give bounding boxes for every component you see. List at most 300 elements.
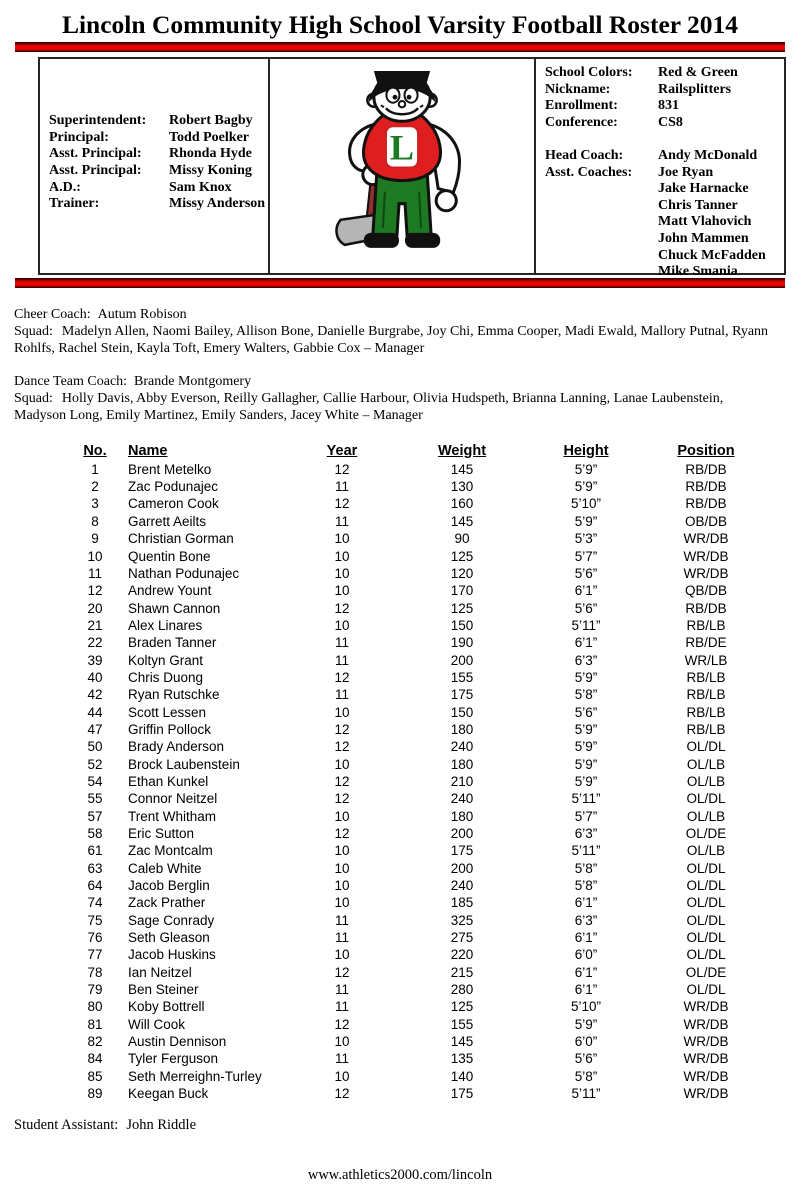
cell-name: Shawn Cannon — [128, 600, 221, 616]
school-list — [545, 65, 782, 131]
admin-list — [40, 113, 268, 219]
cell-weight: 160 — [450, 496, 474, 512]
mascot-head — [367, 71, 436, 121]
roster-table — [64, 442, 780, 1103]
cell-year: 11 — [334, 687, 349, 703]
table-row — [64, 981, 780, 998]
cell-height: 5’9” — [574, 461, 598, 477]
column-header-no: No. — [83, 442, 107, 459]
cell-weight: 170 — [450, 583, 474, 599]
table-row — [64, 738, 780, 755]
cell-position: RB/DE — [685, 635, 727, 651]
school-row — [545, 82, 782, 99]
cell-no: 89 — [87, 1086, 103, 1102]
coach-label: Asst. Coaches: — [545, 164, 633, 180]
dance-coach-name: Brande Montgomery — [134, 374, 252, 390]
cell-height: 5’9” — [574, 773, 598, 789]
cell-year: 11 — [334, 999, 349, 1015]
cell-name: Connor Neitzel — [128, 791, 218, 807]
coach-label — [545, 198, 658, 215]
cell-no: 11 — [87, 565, 102, 581]
cell-year: 10 — [334, 878, 350, 894]
cell-year: 12 — [334, 791, 350, 807]
cell-position: OL/DL — [686, 739, 726, 755]
cell-height: 5’11” — [571, 843, 601, 859]
cell-year: 12 — [334, 1086, 350, 1102]
table-row — [64, 790, 780, 807]
cell-name: Brent Metelko — [128, 461, 212, 477]
coach-value: John Mammen — [658, 230, 749, 246]
railsplitter-mascot-image — [326, 63, 478, 269]
cell-height: 6’1” — [574, 635, 598, 651]
cell-height: 6’3” — [574, 826, 598, 841]
cell-height: 5’8” — [574, 878, 598, 894]
cell-year: 10 — [334, 895, 350, 911]
coach-label — [545, 248, 658, 265]
cell-year: 11 — [334, 912, 349, 928]
cell-name: Caleb White — [128, 860, 202, 876]
cell-weight: 200 — [450, 860, 474, 876]
cell-year: 10 — [334, 704, 350, 720]
table-row — [64, 461, 780, 478]
cell-weight: 140 — [450, 1068, 474, 1084]
table-row — [64, 704, 780, 721]
table-row — [64, 860, 780, 877]
cell-year: 11 — [334, 513, 349, 529]
cell-weight: 145 — [450, 461, 474, 477]
cell-no: 42 — [87, 687, 103, 703]
table-row — [64, 495, 780, 512]
cheer-coach-name: Autum Robison — [97, 307, 187, 322]
table-row — [64, 773, 780, 790]
cell-name: Zack Prather — [128, 895, 206, 911]
coach-row — [545, 181, 782, 198]
mascot-letter: L — [389, 127, 415, 168]
cell-position: OL/DL — [686, 947, 726, 963]
cell-weight: 155 — [450, 669, 474, 685]
cheer-coach-label: Cheer Coach: — [14, 307, 91, 322]
cell-position: RB/DB — [685, 461, 727, 477]
cell-name: Zac Podunajec — [128, 479, 219, 495]
cell-year: 12 — [334, 964, 350, 980]
cell-position: OL/DL — [686, 912, 726, 928]
table-row — [64, 565, 780, 582]
cell-height: 5’9” — [574, 669, 598, 685]
cell-position: OL/DL — [686, 860, 726, 876]
cell-height: 6’1” — [574, 982, 598, 998]
cell-name: Alex Linares — [128, 617, 203, 633]
cell-name: Christian Gorman — [128, 531, 234, 547]
mascot-shoe-left — [364, 233, 399, 248]
table-row — [64, 946, 780, 963]
cell-year: 11 — [334, 479, 349, 495]
red-divider-top — [15, 42, 785, 52]
cell-year: 12 — [334, 669, 350, 685]
cell-no: 47 — [87, 721, 103, 737]
cell-weight: 90 — [454, 531, 470, 547]
admin-label: Superintendent: — [49, 113, 147, 129]
table-row — [64, 929, 780, 946]
mascot-panel — [270, 59, 536, 273]
table-row — [64, 1033, 780, 1050]
admin-label: Trainer: — [49, 196, 100, 212]
table-row — [64, 600, 780, 617]
table-row — [64, 548, 780, 565]
cell-year: 12 — [334, 826, 350, 841]
cell-weight: 240 — [450, 739, 474, 755]
cell-position: WR/DB — [683, 999, 729, 1015]
cheer-coach-line — [14, 307, 774, 324]
coach-value: Chris Tanner — [658, 197, 738, 213]
cell-year: 11 — [334, 1051, 349, 1067]
cell-weight: 210 — [450, 773, 474, 789]
cell-position: OL/LB — [686, 773, 726, 789]
cell-year: 10 — [334, 617, 350, 633]
cell-name: Ian Neitzel — [128, 964, 192, 980]
admin-label: Asst. Principal: — [49, 163, 142, 178]
cell-year: 10 — [334, 860, 350, 876]
cell-year: 11 — [334, 635, 349, 651]
cell-name: Garrett Aeilts — [128, 513, 207, 529]
mascot-letter-patch — [386, 126, 418, 167]
coach-value: Andy McDonald — [658, 147, 758, 163]
cell-position: OL/DL — [686, 930, 726, 946]
table-row — [64, 1050, 780, 1067]
cell-name: Tyler Ferguson — [128, 1051, 219, 1067]
coach-row — [545, 165, 782, 182]
table-row — [64, 513, 780, 530]
cell-weight: 215 — [450, 964, 474, 980]
dance-squad-label: Squad: — [14, 391, 53, 407]
school-row — [545, 65, 782, 82]
cell-no: 20 — [87, 600, 103, 616]
table-row — [64, 1016, 780, 1033]
admin-row — [49, 180, 268, 197]
cell-no: 39 — [87, 652, 103, 668]
table-row — [64, 617, 780, 634]
school-label: Enrollment: — [545, 98, 618, 114]
admin-value: Robert Bagby — [169, 113, 253, 129]
cell-height: 6’3” — [574, 652, 598, 668]
cell-weight: 135 — [450, 1051, 474, 1067]
school-label: Conference: — [545, 114, 618, 130]
cell-name: Seth Merreighn-Turley — [128, 1068, 262, 1084]
roster-header-row — [64, 442, 780, 461]
column-header-position: Position — [677, 442, 735, 459]
cell-no: 3 — [91, 496, 99, 512]
cell-no: 76 — [87, 930, 103, 946]
cell-no: 52 — [87, 756, 103, 772]
admin-value: Missy Koning — [169, 163, 252, 178]
cell-name: Koby Bottrell — [128, 999, 205, 1015]
school-value: Railsplitters — [658, 81, 732, 97]
cell-height: 5’8” — [574, 1068, 598, 1084]
cheer-squad-line — [14, 324, 774, 358]
table-row — [64, 478, 780, 495]
cell-height: 6’0” — [574, 1034, 598, 1050]
coach-label — [545, 181, 658, 198]
column-header-weight: Weight — [437, 442, 487, 459]
cell-height: 5’11” — [571, 1086, 601, 1102]
cell-no: 63 — [87, 860, 103, 876]
coach-row — [545, 248, 782, 265]
cell-height: 5’7” — [574, 808, 598, 824]
cell-no: 82 — [87, 1034, 103, 1050]
coach-row — [545, 231, 782, 248]
cell-weight: 220 — [450, 947, 474, 963]
cell-height: 5’7” — [574, 548, 598, 564]
coach-label: Head Coach: — [545, 147, 624, 163]
cell-weight: 145 — [450, 513, 474, 529]
table-row — [64, 756, 780, 773]
cell-no: 40 — [87, 669, 103, 685]
cell-name: Sage Conrady — [128, 912, 215, 928]
cell-year: 12 — [334, 1016, 350, 1032]
cell-position: OL/DL — [686, 895, 726, 911]
cell-year: 10 — [334, 808, 350, 824]
cell-position: OL/DL — [686, 878, 726, 894]
admin-value: Missy Anderson — [169, 196, 266, 212]
cell-position: QB/DB — [684, 583, 727, 599]
cell-no: 44 — [87, 704, 103, 720]
admin-row — [49, 113, 268, 130]
cell-name: Brock Laubenstein — [128, 756, 240, 772]
cell-weight: 175 — [450, 1086, 474, 1102]
coach-value: Matt Vlahovich — [658, 214, 752, 230]
cell-no: 8 — [91, 513, 99, 529]
cell-no: 1 — [91, 461, 99, 477]
cell-weight: 125 — [450, 600, 474, 616]
cell-position: WR/DB — [683, 548, 729, 564]
cell-height: 6’1” — [574, 964, 598, 980]
school-value: Red & Green — [658, 65, 738, 80]
cell-weight: 155 — [450, 1016, 474, 1032]
cell-height: 5’3” — [574, 531, 598, 547]
admin-label: A.D.: — [49, 179, 81, 195]
student-assistant-line — [14, 1117, 800, 1134]
cell-year: 11 — [334, 982, 349, 998]
mascot-right-fist — [436, 191, 456, 211]
table-row — [64, 912, 780, 929]
cell-no: 75 — [87, 912, 103, 928]
cell-year: 10 — [334, 565, 350, 581]
table-row — [64, 634, 780, 651]
cell-position: RB/LB — [686, 669, 726, 685]
cell-no: 81 — [87, 1016, 103, 1032]
table-row — [64, 894, 780, 911]
cell-no: 54 — [87, 773, 103, 789]
cell-position: OL/LB — [686, 808, 726, 824]
dance-section — [14, 374, 774, 424]
cell-no: 2 — [91, 479, 99, 495]
cell-position: WR/DB — [683, 1086, 729, 1102]
cell-weight: 185 — [450, 895, 474, 911]
cell-height: 5’9” — [574, 1016, 598, 1032]
cell-height: 5’8” — [574, 687, 598, 703]
dance-squad-names: Holly Davis, Abby Everson, Reilly Gallagher, Callie Harbour, Olivia Hudspeth, Brianna Lanning, Lanae Laubenstein, Madyson Long, Emily Martinez, Emily Sanders, Jacey White – Manager — [14, 391, 724, 423]
table-row — [64, 669, 780, 686]
cell-height: 5’9” — [574, 513, 598, 529]
cell-height: 5’6” — [574, 704, 598, 720]
cell-height: 5’9” — [574, 479, 598, 495]
cell-weight: 120 — [450, 565, 474, 581]
cell-name: Ben Steiner — [128, 982, 199, 998]
dance-coach-line — [14, 374, 774, 391]
cell-name: Cameron Cook — [128, 496, 219, 512]
cell-no: 78 — [87, 964, 103, 980]
cell-weight: 180 — [450, 756, 474, 772]
cell-position: RB/LB — [686, 617, 726, 633]
cell-weight: 200 — [450, 652, 474, 668]
cell-name: Trent Whitham — [128, 808, 217, 824]
admin-value: Todd Poelker — [169, 129, 249, 145]
cell-no: 79 — [87, 982, 103, 998]
cell-year: 10 — [334, 947, 350, 963]
page-title: Lincoln Community High School Varsity Football Roster 2014 — [61, 10, 739, 39]
coach-value: Chuck McFadden — [658, 247, 766, 263]
table-row — [64, 1068, 780, 1085]
cell-position: WR/DB — [683, 1051, 729, 1067]
cell-no: 10 — [87, 548, 103, 564]
cell-year: 11 — [334, 930, 349, 946]
cell-height: 5’10” — [570, 496, 602, 512]
cell-no: 80 — [87, 999, 103, 1015]
cell-no: 77 — [87, 947, 103, 963]
dance-squad-line — [14, 391, 774, 425]
coach-row — [545, 214, 782, 231]
cell-name: Nathan Podunajec — [128, 565, 240, 581]
dance-coach-label: Dance Team Coach: — [14, 374, 128, 390]
coach-list — [545, 148, 782, 281]
school-panel — [536, 59, 784, 280]
spacer — [545, 131, 782, 148]
cell-name: Quentin Bone — [128, 548, 211, 564]
mascot-shoe-right — [405, 233, 440, 248]
cell-name: Scott Lessen — [128, 704, 207, 720]
cell-position: OL/LB — [686, 756, 726, 772]
cheer-squad-label: Squad: — [14, 323, 53, 339]
cell-no: 58 — [87, 826, 103, 841]
table-row — [64, 721, 780, 738]
cell-weight: 145 — [450, 1034, 474, 1050]
cell-position: OB/DB — [684, 513, 727, 529]
cell-year: 12 — [334, 721, 350, 737]
cell-name: Will Cook — [128, 1016, 186, 1032]
cell-name: Zac Montcalm — [128, 843, 213, 859]
admin-row — [49, 196, 268, 213]
cell-no: 22 — [87, 635, 103, 651]
cell-height: 5’11” — [571, 617, 601, 633]
cell-no: 21 — [87, 617, 103, 633]
cell-position: WR/DB — [683, 1034, 729, 1050]
cell-no: 55 — [87, 791, 103, 807]
cell-name: Ryan Rutschke — [128, 687, 220, 703]
cell-name: Koltyn Grant — [128, 652, 204, 668]
admin-value: Rhonda Hyde — [169, 146, 252, 162]
cell-year: 10 — [334, 1034, 350, 1050]
cell-position: WR/DB — [683, 565, 729, 581]
student-assistant-label: Student Assistant: — [14, 1116, 119, 1133]
cell-position: OL/LB — [686, 843, 726, 859]
cell-height: 5’6” — [574, 565, 598, 581]
table-row — [64, 964, 780, 981]
cell-position: WR/LB — [684, 652, 728, 668]
cell-year: 12 — [334, 739, 350, 755]
column-header-height: Height — [563, 442, 609, 459]
cell-height: 6’0” — [574, 947, 598, 963]
admin-label: Principal: — [49, 129, 109, 145]
cell-year: 12 — [334, 461, 350, 477]
cell-name: Austin Dennison — [128, 1034, 227, 1050]
cell-year: 12 — [334, 773, 350, 789]
table-row — [64, 808, 780, 825]
cheer-squad-names: Madelyn Allen, Naomi Bailey, Allison Bone, Danielle Burgrabe, Joy Chi, Emma Cooper, Madi Ewald, Mallory Putnal, Ryann Rohlfs, Rachel Stein, Kayla Toft, Emery Walters, Gabbie Cox – Manager — [14, 323, 769, 356]
school-row — [545, 98, 782, 115]
admin-label: Asst. Principal: — [49, 146, 142, 162]
cell-height: 6’3” — [574, 912, 598, 928]
info-box — [38, 57, 786, 280]
cell-height: 5’8” — [574, 860, 598, 876]
cell-weight: 175 — [450, 687, 474, 703]
cell-no: 74 — [87, 895, 103, 911]
school-label: School Colors: — [545, 65, 633, 80]
cell-height: 5’11” — [571, 791, 601, 807]
footer-url: www.athletics2000.com/lincoln — [307, 1167, 493, 1183]
cell-no: 84 — [87, 1051, 103, 1067]
table-row — [64, 842, 780, 859]
cell-weight: 280 — [450, 982, 474, 998]
cell-no: 64 — [87, 878, 103, 894]
cell-no: 9 — [91, 531, 99, 547]
cell-name: Ethan Kunkel — [128, 773, 209, 789]
admin-panel — [40, 59, 270, 273]
cell-name: Eric Sutton — [128, 826, 195, 841]
admin-row — [49, 130, 268, 147]
cell-position: RB/DB — [685, 479, 727, 495]
cell-weight: 190 — [450, 635, 474, 651]
cell-name: Keegan Buck — [128, 1086, 209, 1102]
cell-no: 12 — [87, 583, 103, 599]
cell-position: RB/LB — [686, 721, 726, 737]
cell-position: OL/DE — [685, 826, 727, 841]
coach-value: Jake Harnacke — [658, 181, 749, 197]
cell-year: 10 — [334, 531, 350, 547]
table-row — [64, 582, 780, 599]
cell-weight: 150 — [450, 617, 474, 633]
cheer-section — [14, 307, 774, 357]
school-value: 831 — [658, 98, 679, 114]
cell-no: 50 — [87, 739, 103, 755]
coach-label — [545, 214, 658, 231]
cell-weight: 180 — [450, 808, 474, 824]
cell-name: Brady Anderson — [128, 739, 225, 755]
cell-weight: 275 — [450, 930, 474, 946]
table-row — [64, 652, 780, 669]
cell-position: WR/DB — [683, 531, 729, 547]
student-assistant-name: John Riddle — [126, 1116, 197, 1133]
coach-row — [545, 148, 782, 165]
column-header-name: Name — [128, 442, 168, 459]
coach-row — [545, 198, 782, 215]
cell-year: 12 — [334, 496, 350, 512]
cell-position: WR/DB — [683, 1068, 729, 1084]
table-row — [64, 998, 780, 1015]
cell-position: RB/DB — [685, 496, 727, 512]
admin-value: Sam Knox — [169, 179, 232, 195]
cell-weight: 325 — [450, 912, 474, 928]
cell-weight: 200 — [450, 826, 474, 841]
cell-weight: 150 — [450, 704, 474, 720]
